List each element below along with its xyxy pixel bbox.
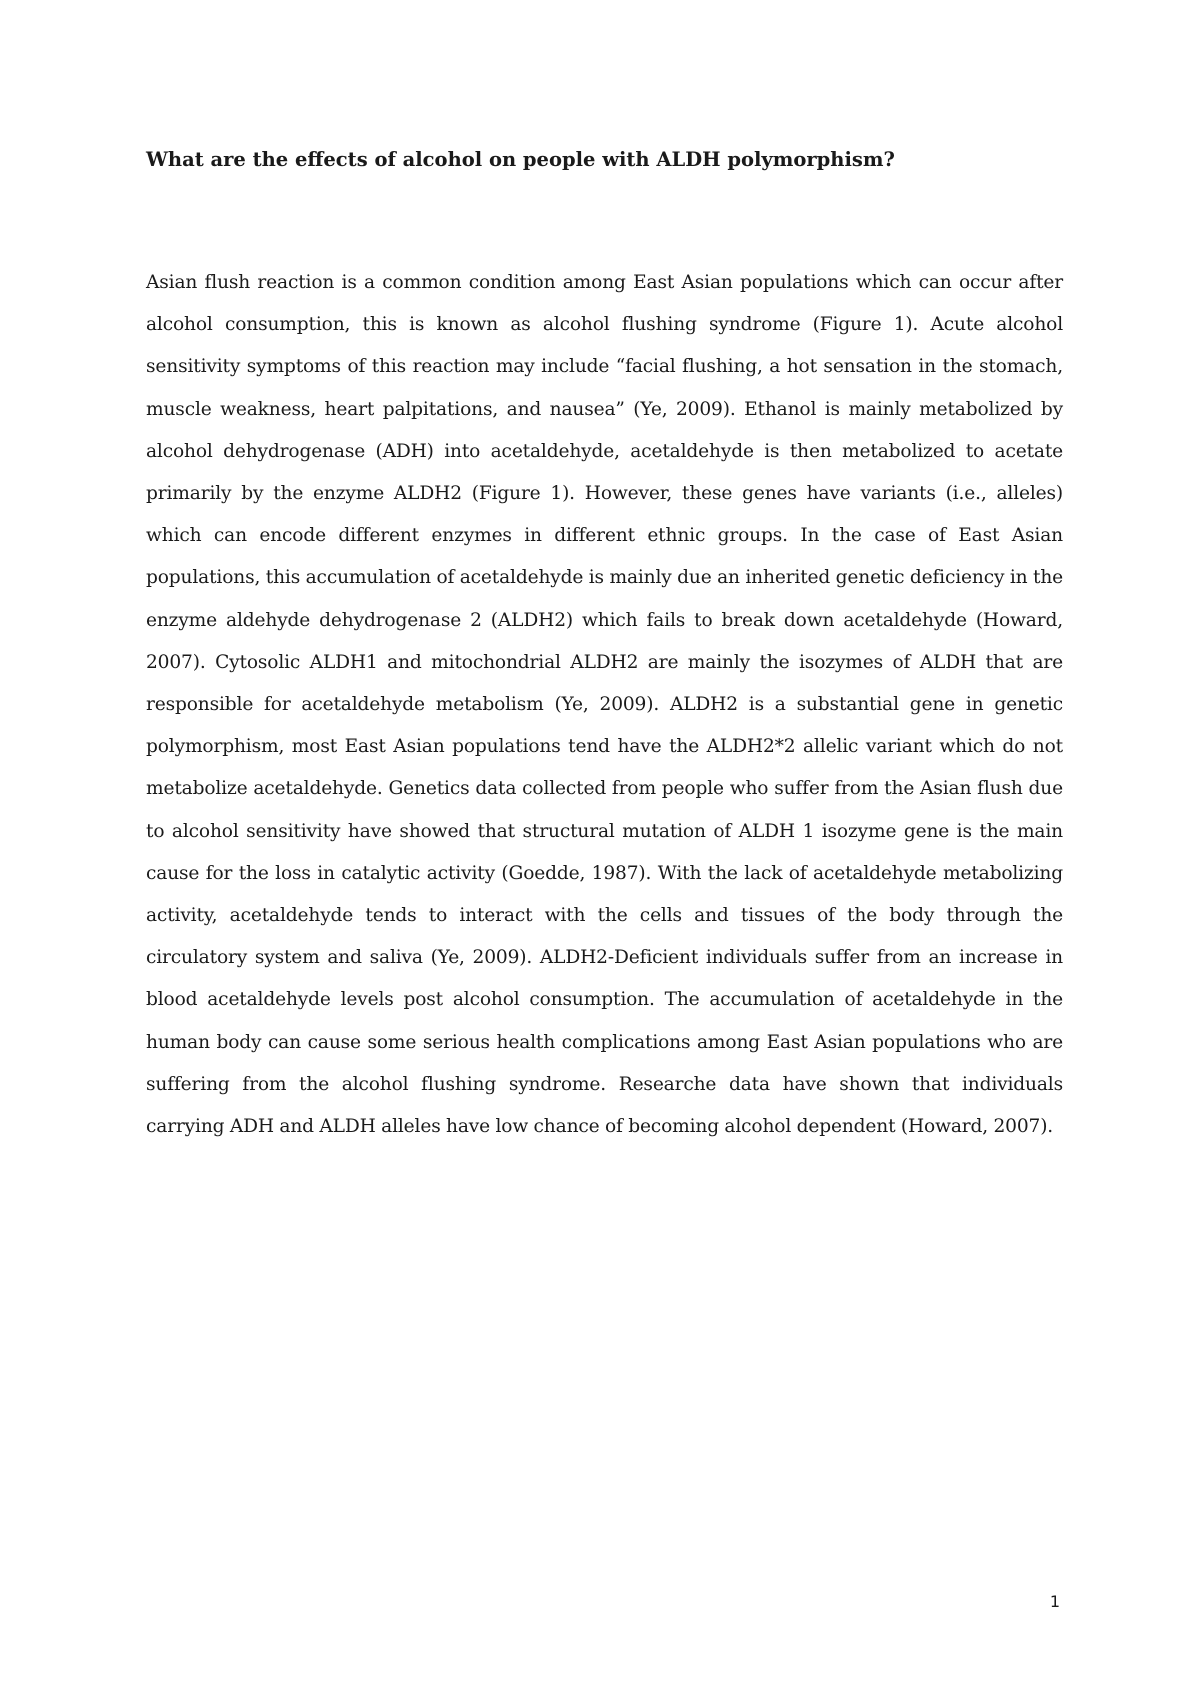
page-number: 1: [1049, 1592, 1060, 1611]
document-title: What are the effects of alcohol on people with ALDH polymorphism?: [146, 148, 895, 171]
body-paragraph: Asian flush reaction is a common condition among East Asian populations which can occur after alcohol consumption, this is known as alcohol flushing syndrome (Figure 1). Acute alcohol sensitivity symptoms of this reaction may include “facial flushing, a hot sensation in the stomach, muscle weakness, heart palpitations, and nausea” (Ye, 2009). Ethanol is mainly metabolized by alcohol dehydrogenase (ADH) into acetaldehyde, acetaldehyde is then metabolized to acetate primarily by the enzyme ALDH2 (Figure 1). However, these genes have variants (i.e., alleles) which can encode different enzymes in different ethnic groups. In the case of East Asian populations, this accumulation of acetaldehyde is mainly due an inherited genetic deficiency in the enzyme aldehyde dehydrogenase 2 (ALDH2) which fails to break down acetaldehyde (Howard, 2007). Cytosolic ALDH1 and mitochondrial ALDH2 are mainly the isozymes of ALDH that are responsible for acetaldehyde metabolism (Ye, 2009). ALDH2 is a substantial gene in genetic polymorphism, most East Asian populations tend have the ALDH2*2 allelic variant which do not metabolize acetaldehyde. Genetics data collected from people who suffer from the Asian flush due to alcohol sensitivity have showed that structural mutation of ALDH 1 isozyme gene is the main cause for the loss in catalytic activity (Goedde, 1987). With the lack of acetaldehyde metabolizing activity, acetaldehyde tends to interact with the cells and tissues of the body through the circulatory system and saliva (Ye, 2009). ALDH2-Deficient individuals suffer from an increase in blood acetaldehyde levels post alcohol consumption. The accumulation of acetaldehyde in the human body can cause some serious health complications among East Asian populations who are suffering from the alcohol flushing syndrome. Researche data have shown that individuals carrying ADH and ALDH alleles have low chance of becoming alcohol dependent (Howard, 2007).: [146, 272, 1063, 1138]
